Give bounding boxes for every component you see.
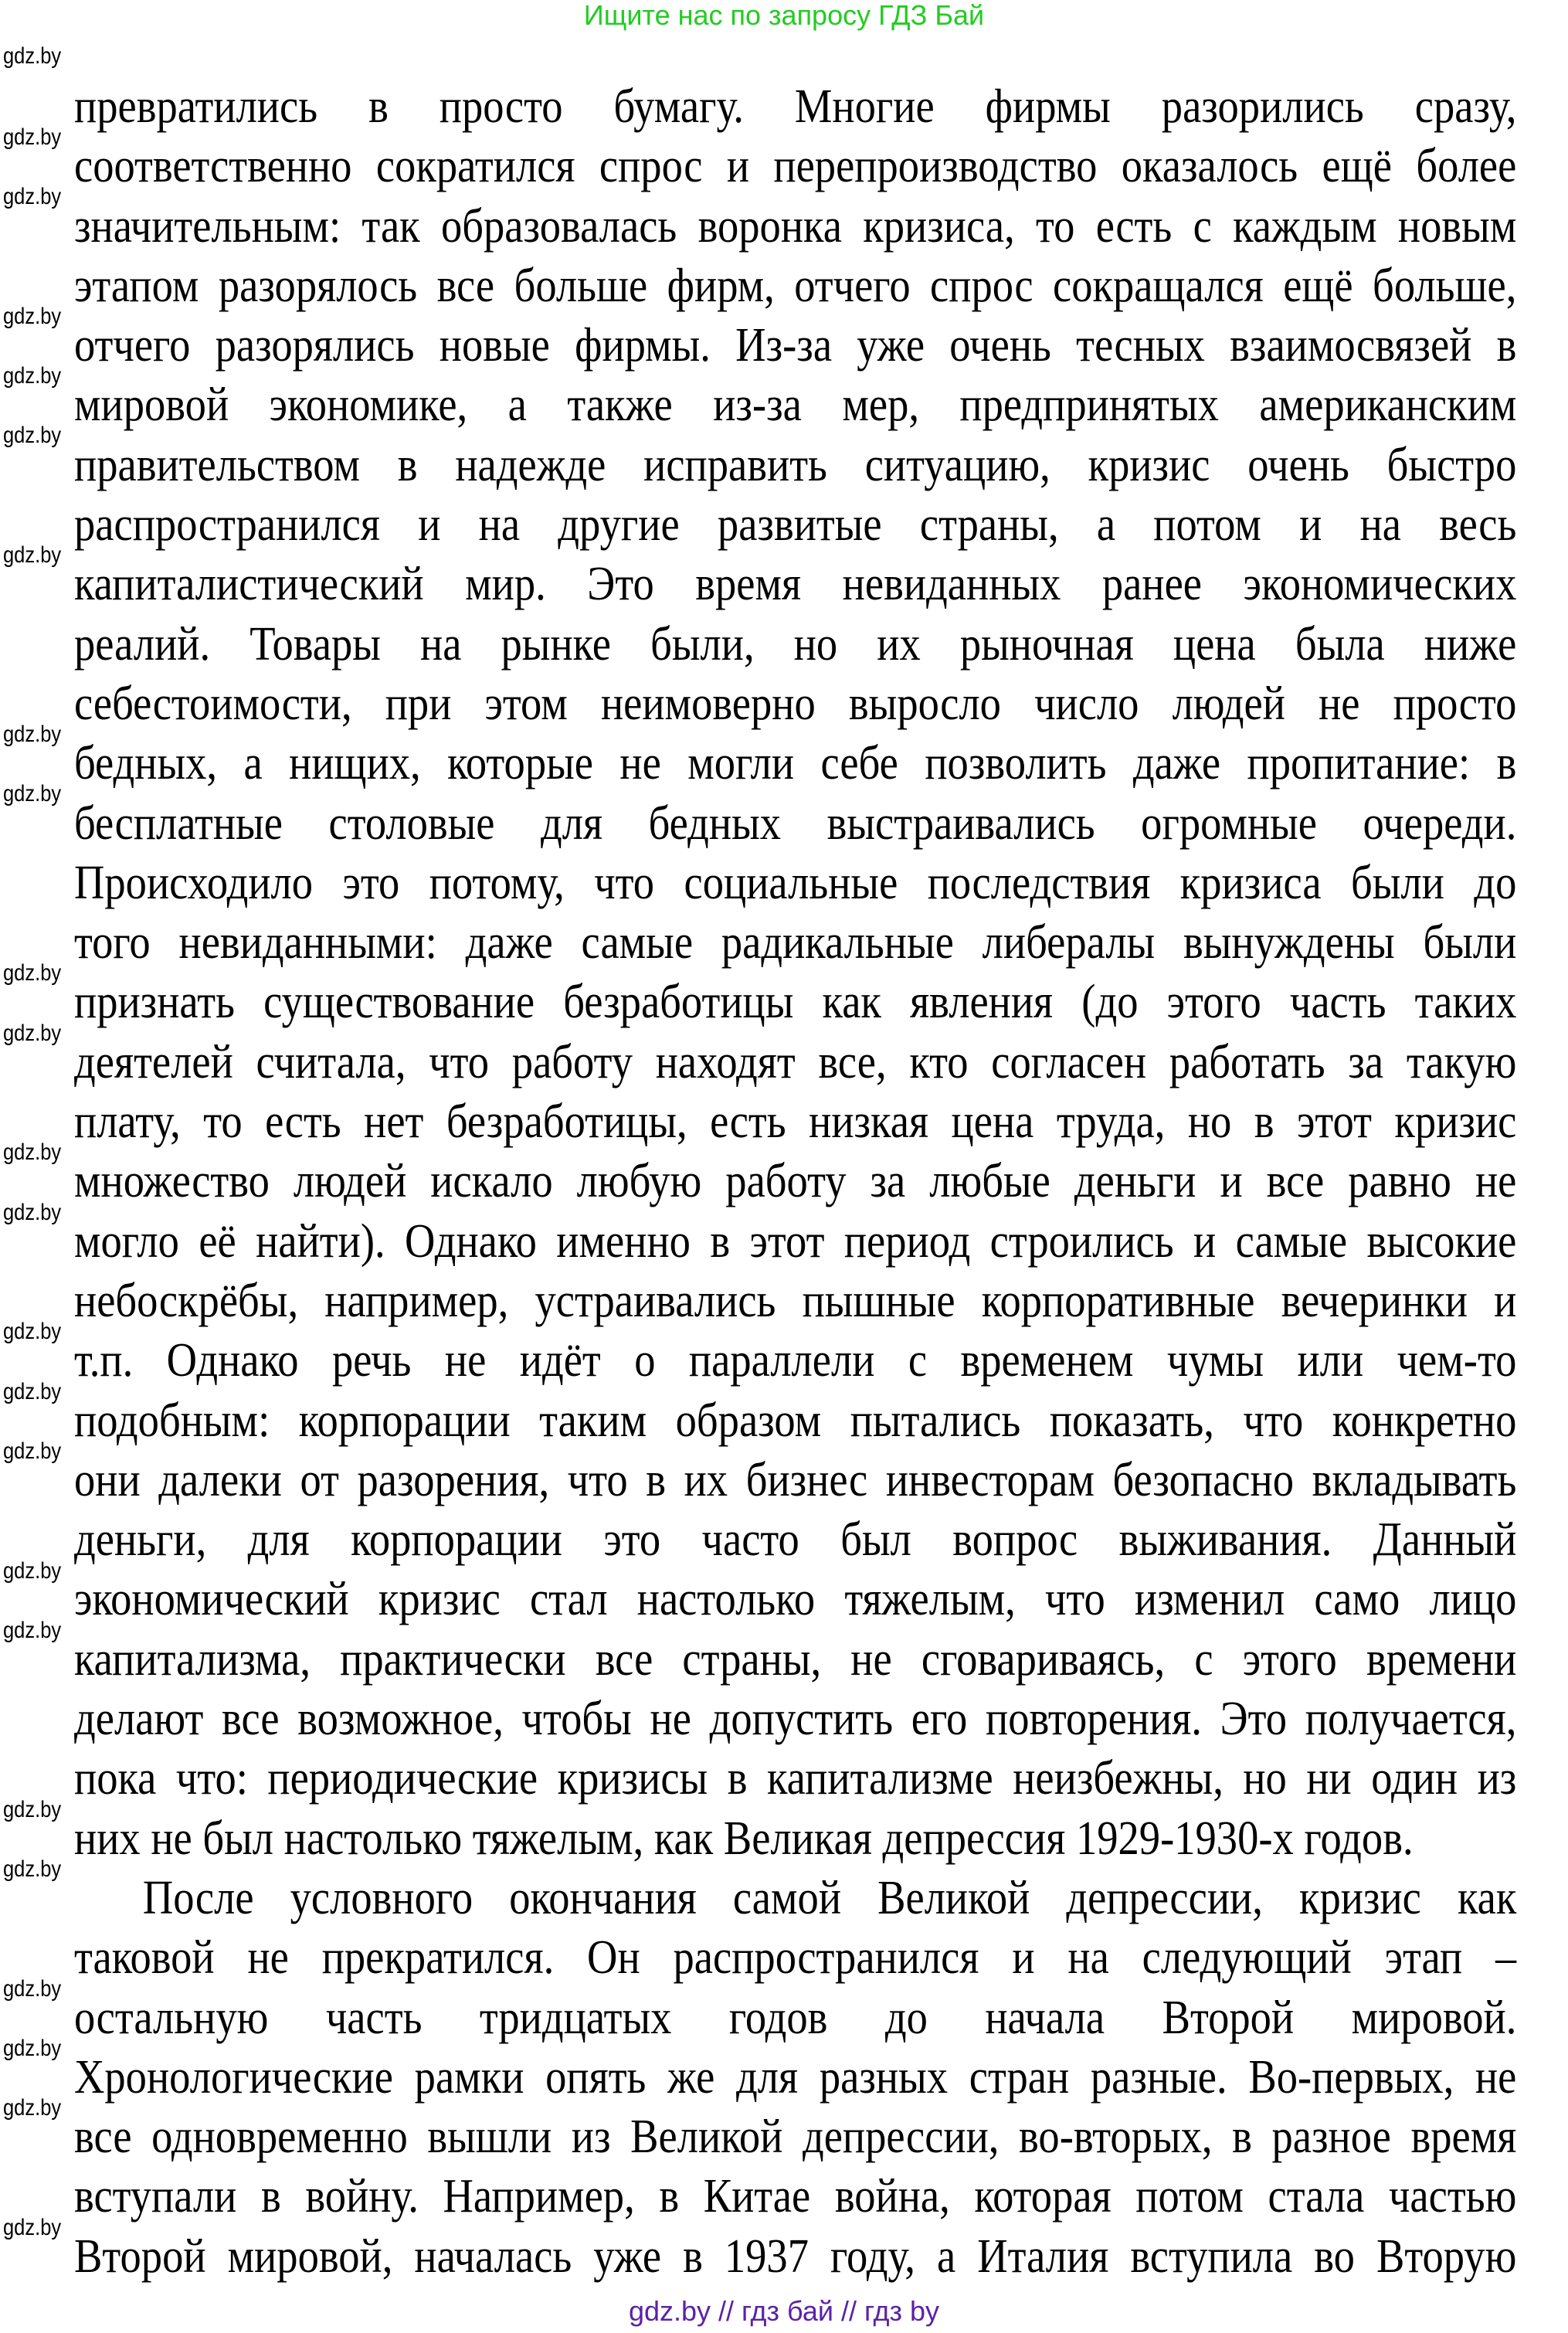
watermark: gdz.by bbox=[3, 423, 62, 448]
text-line: плату, то есть нет безработицы, есть низкая цена труда, но в этот кризис bbox=[74, 1095, 1517, 1149]
watermark: gdz.by bbox=[3, 363, 62, 389]
watermark: gdz.by bbox=[3, 1558, 62, 1584]
watermark: gdz.by bbox=[3, 1319, 62, 1344]
watermark: gdz.by bbox=[3, 781, 62, 807]
watermark: gdz.by bbox=[3, 1139, 62, 1165]
watermark: gdz.by bbox=[3, 1379, 62, 1404]
watermark: gdz.by bbox=[3, 1438, 62, 1464]
text-line: таковой не прекратился. Он распространился и на следующий этап – bbox=[74, 1931, 1517, 1985]
text-line: мировой экономике, а также из-за мер, предпринятых американским bbox=[74, 379, 1517, 432]
text-line: экономический кризис стал настолько тяжелым, что изменил само лицо bbox=[74, 1573, 1517, 1626]
text-line: отчего разорялись новые фирмы. Из-за уже очень тесных взаимосвязей в bbox=[74, 319, 1517, 372]
text-line: остальную часть тридцатых годов до начала Второй мировой. bbox=[74, 1991, 1517, 2044]
text-line: того невиданными: даже самые радикальные либералы вынуждены были bbox=[74, 916, 1517, 970]
text-line: небоскрёбы, например, устраивались пышные корпоративные вечеринки и bbox=[74, 1274, 1517, 1327]
text-line: могло её найти). Однако именно в этот период строились и самые высокие bbox=[74, 1214, 1517, 1268]
text-line: все одновременно вышли из Великой депрессии, во-вторых, в разное время bbox=[74, 2111, 1517, 2164]
document-body bbox=[74, 77, 1517, 2287]
watermark: gdz.by bbox=[3, 722, 62, 747]
text-line: бесплатные столовые для бедных выстраивались огромные очереди. bbox=[74, 796, 1517, 850]
site-banner: Ищите нас по запросу ГДЗ Бай bbox=[583, 0, 985, 31]
text-line: После условного окончания самой Великой депрессии, кризис как bbox=[142, 1871, 1517, 1924]
text-line: капиталистический мир. Это время невиданных ранее экономических bbox=[74, 558, 1517, 611]
text-line: себестоимости, при этом неимоверно выросло число людей не просто bbox=[74, 677, 1517, 730]
text-line: Хронологические рамки опять же для разных стран разные. Во-первых, не bbox=[74, 2050, 1517, 2104]
text-line: деньги, для корпорации это часто был вопрос выживания. Данный bbox=[74, 1513, 1517, 1567]
text-line: реалий. Товары на рынке были, но их рыночная цена была ниже bbox=[74, 617, 1517, 671]
text-line: множество людей искало любую работу за любые деньги и все равно не bbox=[74, 1155, 1517, 1208]
watermark: gdz.by bbox=[3, 2095, 62, 2121]
watermark: gdz.by bbox=[3, 43, 62, 69]
watermark: gdz.by bbox=[3, 1856, 62, 1882]
text-line: признать существование безработицы как явления (до этого часть таких bbox=[74, 976, 1517, 1029]
watermark: gdz.by bbox=[3, 1618, 62, 1643]
text-line: капитализма, практически все страны, не сговариваясь, с этого времени bbox=[74, 1632, 1517, 1686]
text-line: этапом разорялось все больше фирм, отчего спрос сокращался ещё больше, bbox=[74, 259, 1517, 312]
text-line: пока что: периодические кризисы в капитализме неизбежны, но ни один из bbox=[74, 1752, 1517, 1805]
watermark: gdz.by bbox=[3, 960, 62, 986]
text-line: Происходило это потому, что социальные последствия кризиса были до bbox=[74, 856, 1517, 909]
watermark: gdz.by bbox=[3, 542, 62, 568]
watermark: gdz.by bbox=[3, 2215, 62, 2240]
text-line: распространился и на другие развитые страны, а потом и на весь bbox=[74, 498, 1517, 552]
text-line: значительным: так образовалась воронка кризиса, то есть с каждым новым bbox=[74, 199, 1517, 253]
text-line: подобным: корпорации таким образом пытались показать, что конкретно bbox=[74, 1394, 1517, 1447]
text-line: т.п. Однако речь не идёт о параллели с временем чумы или чем-то bbox=[74, 1334, 1517, 1387]
watermark: gdz.by bbox=[3, 1020, 62, 1046]
text-line: них не был настолько тяжелым, как Великая депрессия 1929-1930-х годов. bbox=[74, 1812, 1414, 1865]
text-line: бедных, а нищих, которые не могли себе позволить даже пропитание: в bbox=[74, 737, 1517, 790]
site-footer: gdz.by // гдз бай // гдз by bbox=[628, 2295, 940, 2327]
watermark: gdz.by bbox=[3, 1797, 62, 1822]
text-line: делают все возможное, чтобы не допустить его повторения. Это получается, bbox=[74, 1693, 1517, 1746]
watermark: gdz.by bbox=[3, 1200, 62, 1225]
text-line: соответственно сократился спрос и перепроизводство оказалось ещё более bbox=[74, 140, 1517, 193]
watermark: gdz.by bbox=[3, 184, 62, 209]
watermark: gdz.by bbox=[3, 2036, 62, 2061]
text-line: правительством в надежде исправить ситуацию, кризис очень быстро bbox=[74, 438, 1517, 491]
watermark: gdz.by bbox=[3, 304, 62, 329]
text-line: Второй мировой, началась уже в 1937 году, а Италия вступила во Вторую bbox=[74, 2229, 1517, 2283]
text-line: вступали в войну. Например, в Китае война, которая потом стала частью bbox=[74, 2170, 1517, 2223]
text-line: они далеки от разорения, что в их бизнес инвесторам безопасно вкладывать bbox=[74, 1453, 1517, 1506]
watermark: gdz.by bbox=[3, 124, 62, 150]
text-line: превратились в просто бумагу. Многие фирмы разорились сразу, bbox=[74, 80, 1517, 133]
text-line: деятелей считала, что работу находят все, кто согласен работать за такую bbox=[74, 1035, 1517, 1088]
watermark: gdz.by bbox=[3, 1976, 62, 2002]
